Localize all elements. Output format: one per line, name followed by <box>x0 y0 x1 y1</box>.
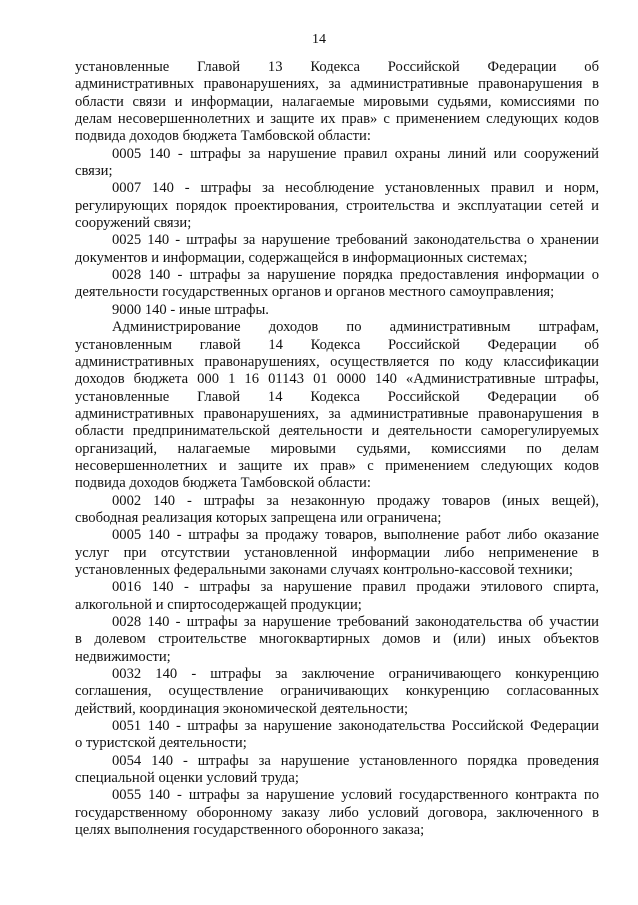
text-line: свободная реализация которых запрещена или ограничена; <box>75 509 442 526</box>
text-line: 0032 140 - штрафы за заключение ограничивающего конкуренцию <box>112 666 599 683</box>
text-line: государственному оборонному заказу либо условий договора, заключенного в <box>75 804 599 821</box>
text-line: связи; <box>75 163 113 180</box>
text-line: 0007 140 - штрафы за несоблюдение установленных правил и норм, <box>112 180 599 197</box>
text-line: подвида доходов бюджета Тамбовской области: <box>75 475 371 492</box>
text-line: документов и информации, содержащейся в информационных системах; <box>75 249 528 266</box>
text-line: 0016 140 - штрафы за нарушение правил продажи этилового спирта, <box>112 579 599 596</box>
text-line: доходов бюджета 000 1 16 01143 01 0000 140 «Административные штрафы, <box>75 371 599 388</box>
text-line: установленные Главой 13 Кодекса Российской Федерации об <box>75 59 599 75</box>
text-line: алкогольной и спиртосодержащей продукции; <box>75 596 362 613</box>
text-line: регулирующих порядок проектирования, строительства и эксплуатации сетей и <box>75 197 599 214</box>
text-line: административных правонарушениях, за административные правонарушения в <box>75 405 599 422</box>
text-line: 0002 140 - штрафы за незаконную продажу товаров (иных вещей), <box>112 492 599 509</box>
text-line: в долевом строительстве многоквартирных домов и (или) иных объектов <box>75 631 599 648</box>
text-line: 0028 140 - штрафы за нарушение требований законодательства об участии <box>112 614 599 630</box>
text-line: 0054 140 - штрафы за нарушение установленного порядка проведения <box>112 752 599 769</box>
text-line: 0025 140 - штрафы за нарушение требований законодательства о хранении <box>112 232 599 249</box>
text-line: подвида доходов бюджета Тамбовской области: <box>75 128 371 145</box>
text-line: специальной оценки условий труда; <box>75 770 299 787</box>
text-line: деятельности государственных органов и органов местного самоуправления; <box>75 284 555 301</box>
text-line: области связи и информации, налагаемые мировыми судьями, комиссиями по <box>75 93 599 110</box>
text-line: установленным главой 14 Кодекса Российской Федерации об <box>75 336 599 353</box>
page-number: 14 <box>312 32 326 47</box>
text-line: целях выполнения государственного оборонного заказа; <box>75 822 425 839</box>
text-line: соглашения, осуществление ограничивающих конкуренцию согласованных <box>75 683 599 700</box>
text-line: области предпринимательской деятельности и деятельности саморегулируемых <box>75 423 599 440</box>
text-line: 0051 140 - штрафы за нарушение законодательства Российской Федерации <box>112 718 599 735</box>
text-line: административных правонарушениях, за административные правонарушения в <box>75 76 599 93</box>
text-line: Администрирование доходов по административным штрафам, <box>112 319 599 336</box>
text-line: недвижимости; <box>75 648 171 665</box>
text-line: 0005 140 - штрафы за продажу товаров, выполнение работ либо оказание <box>112 527 599 544</box>
text-line: 9000 140 - иные штрафы. <box>112 301 269 318</box>
text-line: установленных федеральными законами случаях контрольно-кассовой техники; <box>75 561 573 578</box>
text-line: административных правонарушениях, осуществляется по коду классификации <box>75 353 599 370</box>
text-line: 0028 140 - штрафы за нарушение порядка предоставления информации о <box>112 267 599 284</box>
text-line: делам несовершеннолетних и защите их прав» с применением следующих кодов <box>75 111 599 128</box>
text-line: 0055 140 - штрафы за нарушение условий государственного контракта по <box>112 787 599 804</box>
text-line: 0005 140 - штрафы за нарушение правил охраны линий или сооружений <box>112 145 599 162</box>
text-line: установленные Главой 14 Кодекса Российской Федерации об <box>75 388 599 405</box>
document-body <box>75 59 599 839</box>
text-line: сооружений связи; <box>75 215 192 232</box>
text-line: организаций, налагаемые мировыми судьями, комиссиями по делам <box>75 440 599 457</box>
text-line: действий, координация экономической деятельности; <box>75 700 409 717</box>
text-line: о туристской деятельности; <box>75 735 247 752</box>
text-line: несовершеннолетних и защите их прав» с применением следующих кодов <box>75 457 599 474</box>
text-line: услуг при отсутствии установленной информации либо неприменение в <box>75 544 599 561</box>
